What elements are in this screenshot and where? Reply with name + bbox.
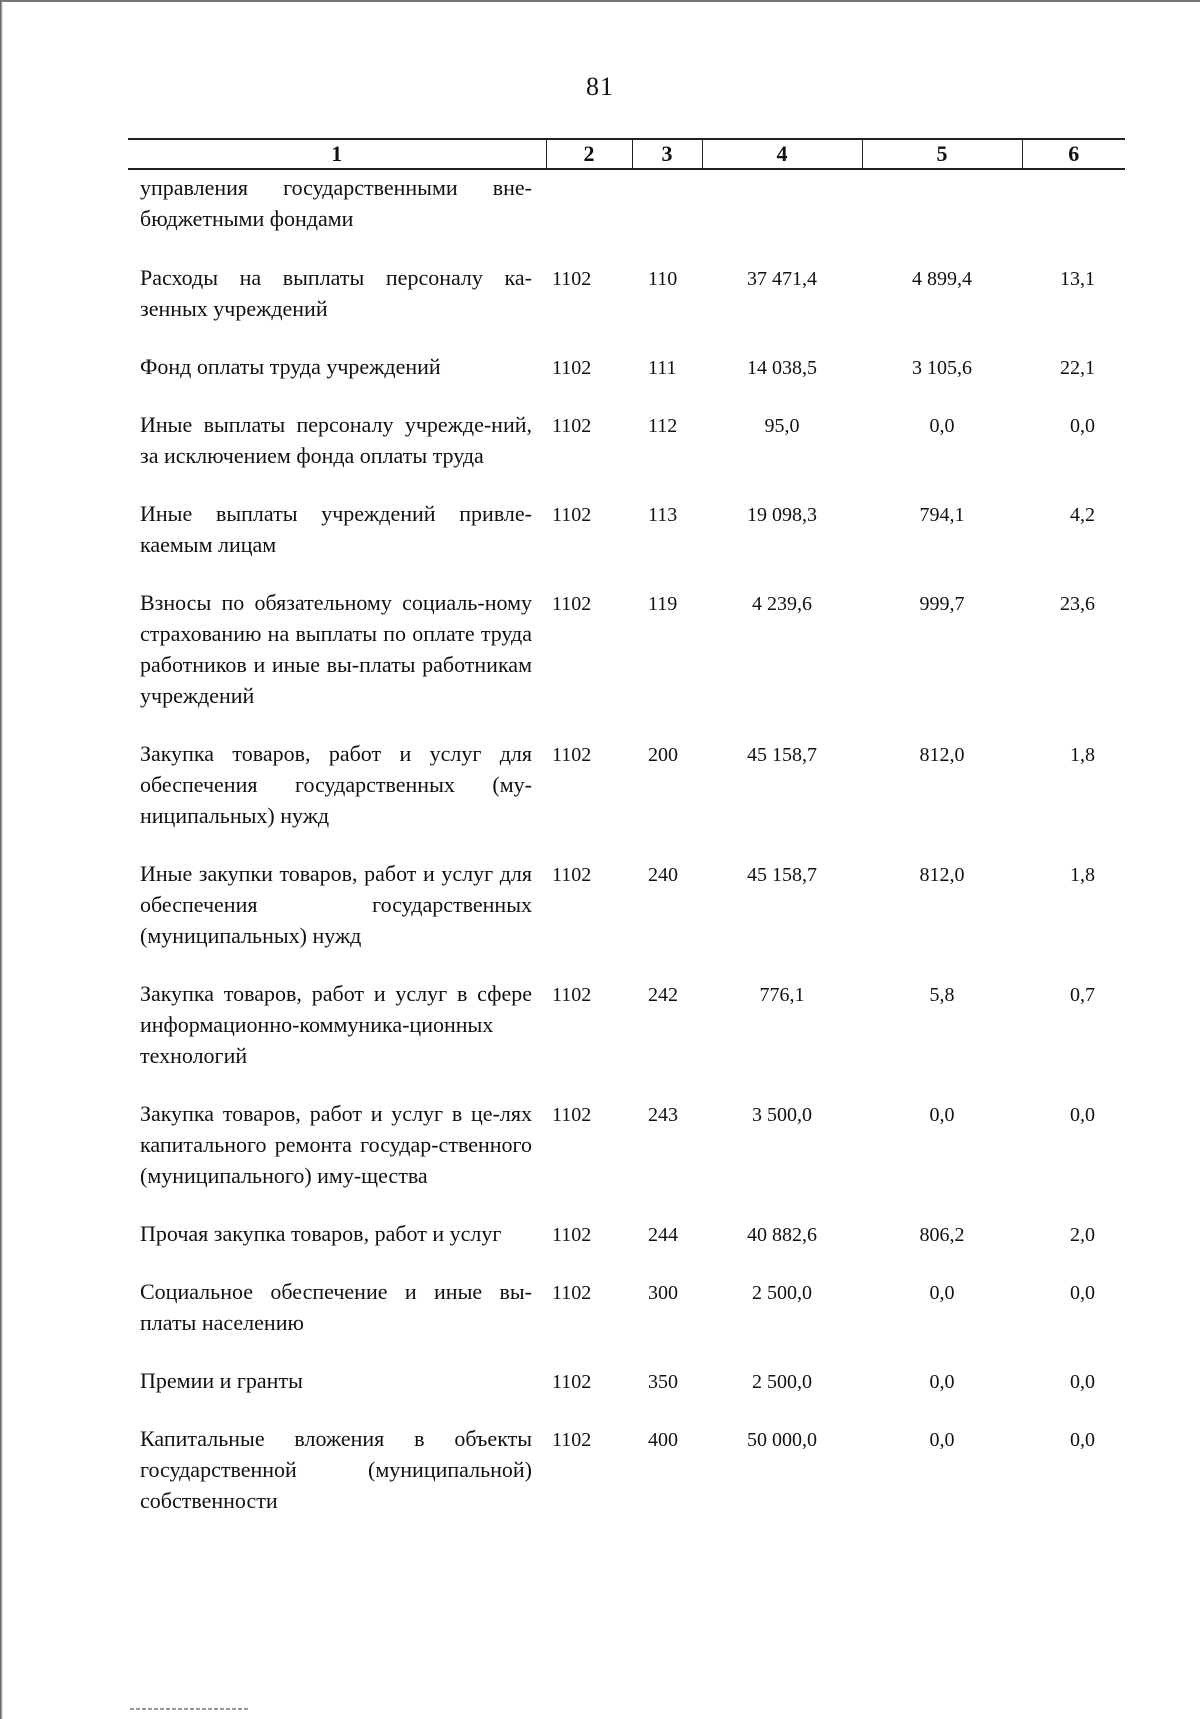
row-value-col6: 22,1 [1060, 357, 1095, 379]
table-row [128, 409, 1125, 498]
row-description: Иные выплаты персоналу учрежде-ний, за исключением фонда оплаты труда [140, 412, 532, 468]
row-value-col5: 5,8 [929, 984, 955, 1006]
header-col-2: 2 [546, 139, 632, 169]
row-value-col5: 812,0 [919, 744, 965, 766]
row-description: Капитальные вложения в объекты государственной (муниципальной) собственности [140, 1426, 532, 1513]
header-col-1: 1 [128, 139, 546, 169]
row-value-col4: 19 098,3 [747, 504, 817, 526]
row-value-col6: 0,0 [1070, 1371, 1095, 1393]
row-value-col4: 40 882,6 [747, 1224, 817, 1246]
row-description: Закупка товаров, работ и услуг для обеспечения государственных (му-ниципальных) нужд [140, 741, 532, 828]
row-value-col6: 0,0 [1070, 1104, 1095, 1126]
row-value-col6: 0,7 [1070, 984, 1095, 1006]
header-col-5: 5 [862, 139, 1022, 169]
row-expense-type-code: 243 [648, 1104, 678, 1126]
row-expense-type-code: 400 [648, 1429, 678, 1451]
row-value-col6: 0,0 [1070, 1282, 1095, 1304]
row-value-col5: 0,0 [929, 1104, 955, 1126]
row-value-col4: 45 158,7 [747, 864, 817, 886]
row-value-col4: 95,0 [764, 415, 800, 437]
page-number: 81 [586, 72, 614, 101]
row-expense-type-code: 119 [648, 593, 678, 615]
header-row [128, 139, 1125, 169]
row-value-col4: 2 500,0 [752, 1282, 812, 1304]
row-section-code: 1102 [552, 1104, 592, 1126]
row-section-code: 1102 [552, 415, 592, 437]
continuation-text: управления государственными вне-бюджетными фондами [140, 175, 532, 231]
scan-edge-top [0, 0, 1200, 2]
row-section-code: 1102 [552, 268, 592, 290]
row-description: Премии и гранты [140, 1368, 303, 1393]
row-value-col4: 14 038,5 [747, 357, 817, 379]
row-value-col4: 50 000,0 [747, 1429, 817, 1451]
row-value-col5: 3 105,6 [912, 357, 972, 379]
row-value-col5: 806,2 [919, 1224, 965, 1246]
row-expense-type-code: 240 [648, 864, 678, 886]
row-section-code: 1102 [552, 1282, 592, 1304]
table-row [128, 738, 1125, 858]
footer-mark [130, 1708, 250, 1710]
row-value-col6: 23,6 [1060, 593, 1095, 615]
row-value-col5: 0,0 [929, 1429, 955, 1451]
row-section-code: 1102 [552, 984, 592, 1006]
table-row [128, 1423, 1125, 1543]
row-value-col4: 37 471,4 [747, 268, 817, 290]
table-row [128, 498, 1125, 587]
row-section-code: 1102 [552, 1429, 592, 1451]
row-expense-type-code: 200 [648, 744, 678, 766]
header-col-4: 4 [702, 139, 862, 169]
row-value-col6: 13,1 [1060, 268, 1095, 290]
row-value-col5: 0,0 [929, 1282, 955, 1304]
table-row [128, 262, 1125, 351]
header-col-3: 3 [632, 139, 702, 169]
row-description: Иные закупки товаров, работ и услуг для обеспечения государственных (муниципальных) нужд [140, 861, 532, 948]
row-section-code: 1102 [552, 744, 592, 766]
scan-edge-left [0, 0, 3, 1719]
table-row [128, 1365, 1125, 1423]
row-description: Расходы на выплаты персоналу ка-зенных учреждений [140, 265, 532, 321]
row-expense-type-code: 110 [648, 268, 678, 290]
table-row [128, 978, 1125, 1098]
row-value-col4: 45 158,7 [747, 744, 817, 766]
row-expense-type-code: 113 [648, 504, 678, 526]
row-value-col5: 4 899,4 [912, 268, 972, 290]
row-section-code: 1102 [552, 864, 592, 886]
row-expense-type-code: 242 [648, 984, 678, 1006]
row-value-col6: 4,2 [1070, 504, 1095, 526]
table-row [128, 351, 1125, 409]
row-value-col6: 0,0 [1070, 1429, 1095, 1451]
row-description: Фонд оплаты труда учреждений [140, 354, 441, 379]
row-section-code: 1102 [552, 357, 592, 379]
table-row [128, 1218, 1125, 1276]
row-value-col6: 0,0 [1070, 415, 1095, 437]
table-row [128, 1098, 1125, 1218]
row-value-col6: 2,0 [1070, 1224, 1095, 1246]
row-description: Иные выплаты учреждений привле-каемым лицам [140, 501, 532, 557]
row-value-col5: 0,0 [929, 415, 955, 437]
row-description: Взносы по обязательному социаль-ному страхованию на выплаты по оплате труда работников и иные вы-платы работникам учреждений [140, 590, 532, 708]
row-description: Социальное обеспечение и иные вы-платы населению [140, 1279, 532, 1335]
row-section-code: 1102 [552, 504, 592, 526]
table-row [128, 1276, 1125, 1365]
row-value-col6: 1,8 [1070, 864, 1095, 886]
row-expense-type-code: 111 [648, 357, 677, 379]
row-value-col5: 0,0 [929, 1371, 955, 1393]
table-header [128, 139, 1125, 169]
row-value-col4: 776,1 [759, 984, 805, 1006]
row-value-col5: 999,7 [919, 593, 965, 615]
table-row [128, 587, 1125, 738]
row-section-code: 1102 [552, 593, 592, 615]
row-expense-type-code: 300 [648, 1282, 678, 1304]
row-section-code: 1102 [552, 1224, 592, 1246]
row-expense-type-code: 350 [648, 1371, 678, 1393]
table-row [128, 858, 1125, 978]
budget-table [128, 138, 1125, 1543]
row-description: Закупка товаров, работ и услуг в це-лях капитального ремонта государ-ственного (муниципального) иму-щества [140, 1101, 532, 1188]
row-value-col6: 1,8 [1070, 744, 1095, 766]
row-value-col5: 794,1 [919, 504, 965, 526]
row-value-col4: 3 500,0 [752, 1104, 812, 1126]
row-value-col4: 4 239,6 [752, 593, 812, 615]
row-expense-type-code: 112 [648, 415, 678, 437]
table-body [128, 169, 1125, 1543]
row-value-col4: 2 500,0 [752, 1371, 812, 1393]
continuation-row [128, 169, 1125, 262]
header-col-6: 6 [1022, 139, 1125, 169]
row-value-col5: 812,0 [919, 864, 965, 886]
row-expense-type-code: 244 [648, 1224, 678, 1246]
row-description: Прочая закупка товаров, работ и услуг [140, 1221, 502, 1246]
row-description: Закупка товаров, работ и услуг в сфере информационно-коммуника-ционных технологий [140, 981, 532, 1068]
row-section-code: 1102 [552, 1371, 592, 1393]
